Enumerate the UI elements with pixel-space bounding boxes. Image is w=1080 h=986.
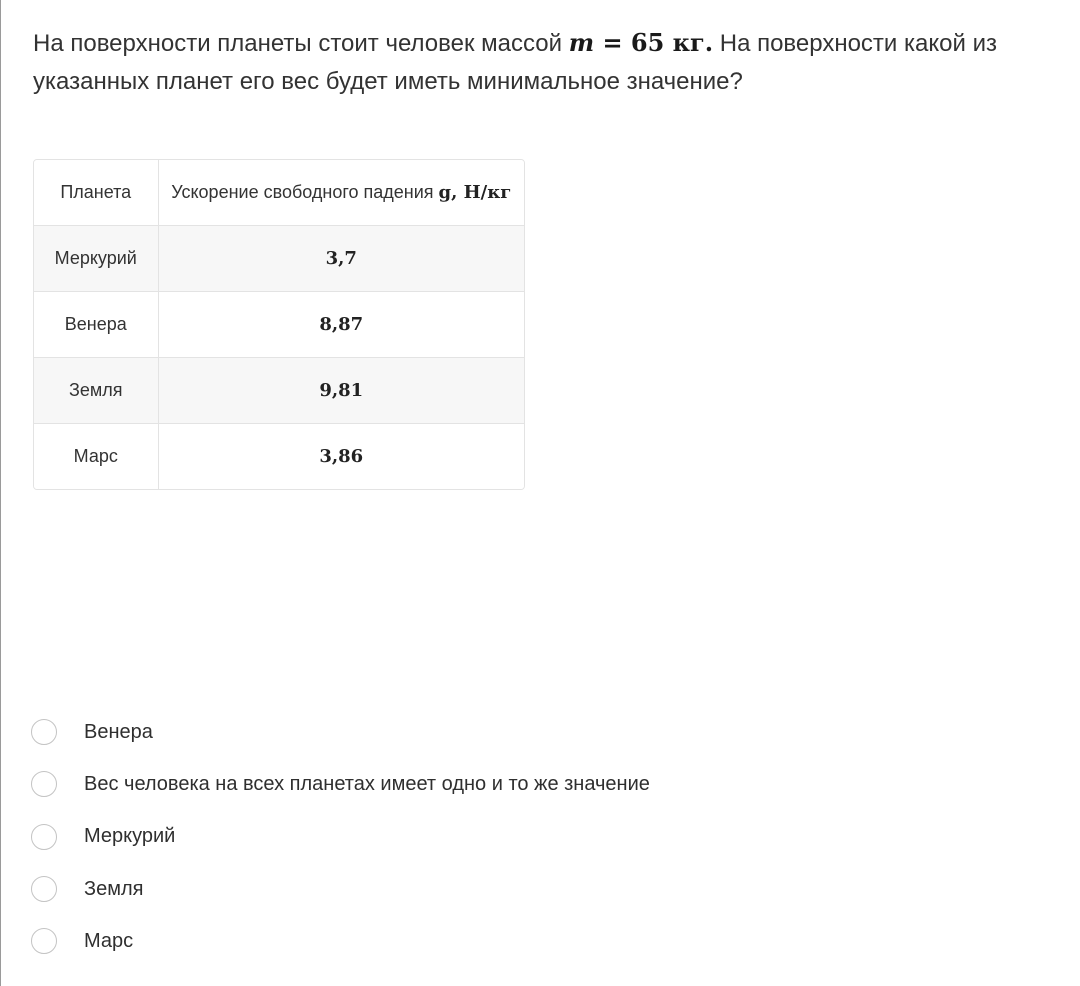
table-header-row [34, 160, 524, 226]
radio-button[interactable] [31, 771, 57, 797]
header-acceleration [158, 160, 524, 226]
planet-name: Земля [34, 358, 158, 424]
mass-value: = 65 кг. [594, 28, 714, 57]
table-row [34, 424, 524, 490]
answer-option[interactable] [31, 811, 931, 863]
answer-option-label[interactable]: Земля [84, 877, 144, 900]
answer-option[interactable] [31, 758, 931, 810]
answer-option-label[interactable]: Марс [84, 929, 134, 952]
answer-option-label[interactable]: Меркурий [84, 825, 176, 848]
radio-button[interactable] [31, 824, 57, 850]
acceleration-value: 3,86 [319, 446, 364, 467]
table-row [34, 358, 524, 424]
question-text-start: На поверхности планеты стоит человек массой [33, 30, 569, 57]
acceleration-value: 3,7 [158, 226, 524, 292]
question-text-end: На поверхности какой из указанных планет его вес будет иметь минимальное значение? [33, 30, 997, 95]
header-acceleration-text: Ускорение свободного падения [171, 182, 439, 202]
header-planet: Планета [34, 160, 158, 226]
acceleration-value: 8,87 [158, 292, 524, 358]
planet-name: Венера [34, 292, 158, 358]
radio-button[interactable] [31, 719, 57, 745]
radio-button[interactable] [31, 876, 57, 902]
planet-name: Меркурий [34, 226, 158, 292]
header-acceleration-unit: g, Н/кг [438, 182, 512, 203]
table-row [34, 292, 524, 358]
answer-option[interactable] [31, 915, 931, 967]
table-row [34, 226, 524, 292]
answer-option-label[interactable]: Венера [84, 720, 153, 743]
acceleration-value: 9,81 [158, 358, 524, 424]
question-text [33, 24, 1023, 101]
answer-option[interactable] [31, 706, 931, 758]
radio-button[interactable] [31, 928, 57, 954]
mass-formula [569, 28, 713, 57]
answer-option-label[interactable]: Вес человека на всех планетах имеет одно и то же значение [84, 772, 650, 795]
mass-variable: m [568, 28, 595, 57]
answer-option[interactable] [31, 863, 931, 915]
planet-table [33, 159, 525, 490]
answer-options [31, 706, 931, 967]
planet-name: Марс [34, 424, 158, 490]
